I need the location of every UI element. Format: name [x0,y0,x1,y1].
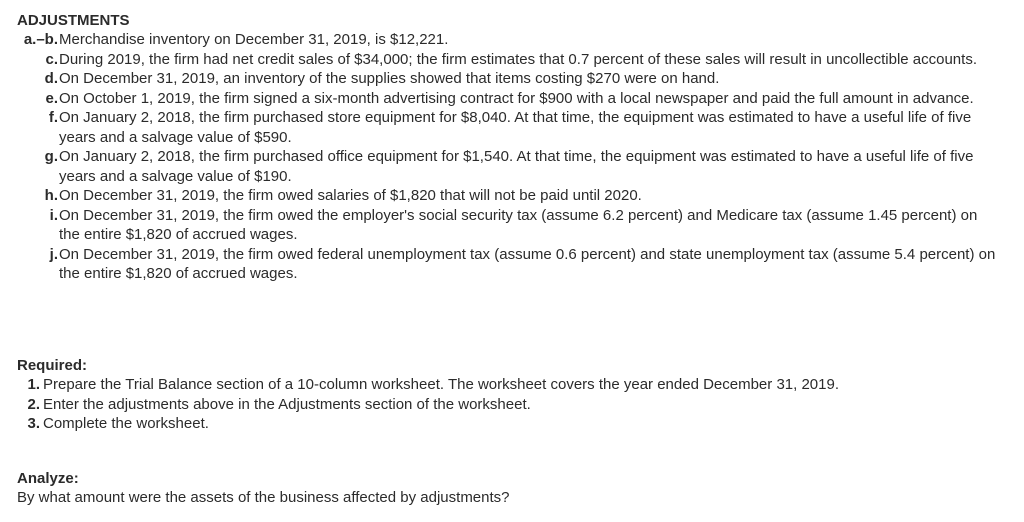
adjustments-heading: ADJUSTMENTS [17,12,130,29]
adjustment-label: j. [49,245,58,263]
required-heading: Required: [17,357,88,374]
adjustment-item-h [0,186,1010,206]
adjustment-label: c. [45,50,58,68]
adjustment-text: Merchandise inventory on December 31, 2019, is $12,221. [59,31,449,48]
required-label: 1. [27,376,40,393]
adjustment-label: a.–b. [23,31,58,48]
adjustment-text: On January 2, 2018, the firm purchased office equipment for $1,540. At that time, the equipment was estimated to have a useful life of five years and a salvage value of $190. [59,148,974,185]
required-text: Prepare the Trial Balance section of a 10-column worksheet. The worksheet covers the year ended December 31, 2019. [43,376,839,393]
adjustment-label: e. [45,89,58,107]
analyze-heading: Analyze: [17,470,79,487]
adjustments-list [0,30,1010,284]
adjustment-item-j [0,245,1010,284]
adjustment-text: On October 1, 2019, the firm signed a six-month advertising contract for $900 with a local newspaper and paid the full amount in advance. [59,89,974,107]
adjustment-item-i [0,206,1010,245]
required-label: 3. [27,415,40,432]
adjustment-item-e [0,89,1010,109]
adjustment-label: d. [44,70,58,87]
adjustment-text: On December 31, 2019, the firm owed federal unemployment tax (assume 0.6 percent) and state unemployment tax (assume 5.4 percent) on the entire $1,820 of accrued wages. [59,245,996,282]
required-list [0,375,1010,434]
adjustment-text: On December 31, 2019, the firm owed salaries of $1,820 that will not be paid until 2020. [59,187,642,204]
required-text: Enter the adjustments above in the Adjustments section of the worksheet. [43,395,531,413]
required-text: Complete the worksheet. [43,415,209,432]
adjustment-item-f [0,108,1010,147]
required-item-2 [0,395,1010,415]
adjustment-text: On December 31, 2019, the firm owed the employer's social security tax (assume 6.2 percent) and Medicare tax (assume 1.45 percent) on the entire $1,820 of accrued wages. [59,206,978,243]
adjustment-label: h. [44,187,58,204]
required-item-1 [0,375,1010,395]
adjustment-item-g [0,147,1010,186]
adjustment-label: i. [49,206,58,224]
adjustment-item-ab [0,30,1010,50]
adjustment-label: f. [48,109,58,126]
adjustment-item-d [0,69,1010,89]
adjustment-label: g. [44,148,58,165]
required-item-3 [0,414,1010,434]
adjustment-text: On January 2, 2018, the firm purchased store equipment for $8,040. At that time, the equipment was estimated to have a useful life of five years and a salvage value of $590. [59,109,972,146]
adjustment-text: On December 31, 2019, an inventory of the supplies showed that items costing $270 were on hand. [59,70,720,87]
analyze-question: By what amount were the assets of the business affected by adjustments? [17,489,510,506]
required-label: 2. [27,395,40,413]
adjustment-item-c [0,50,1010,70]
adjustment-text: During 2019, the firm had net credit sales of $34,000; the firm estimates that 0.7 percent of these sales will result in uncollectible accounts. [59,50,977,68]
